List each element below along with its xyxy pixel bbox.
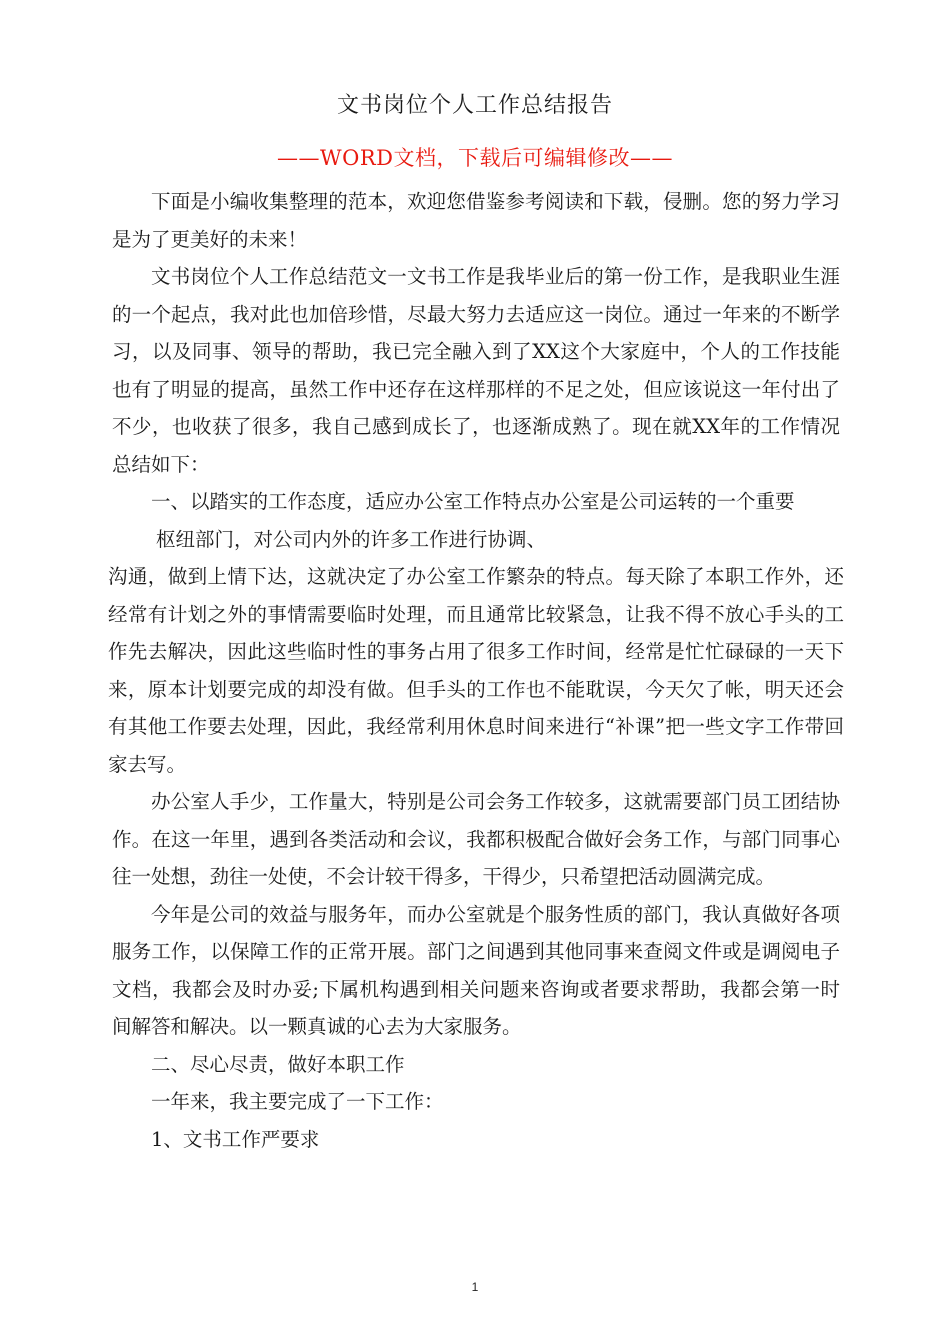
document-title: 文书岗位个人工作总结报告 <box>336 93 613 118</box>
work-list-intro: 一年来，我主要完成了一下工作： <box>151 1090 444 1113</box>
summary-intro-paragraph: 文书岗位个人工作总结范文一文书工作是我毕业后的第一份工作，是我职业生涯的一个起点，我对此也加倍珍惜，尽最大努力去适应这一岗位。通过一年来的不断学习，以及同事、领导的帮助，我已完全融入到了XX这个大家庭中，个人的工作技能也有了明显的提高，虽然工作中还存在这样那样的不足之处，但应该说这一年付出了不少，也收获了很多，我自己感到成长了，也逐渐成熟了。现在就XX年的工作情况总结如下： <box>112 265 840 476</box>
section-one-paragraph: 沟通，做到上情下达，这就决定了办公室工作繁杂的特点。每天除了本职工作外，还经常有计划之外的事情需要临时处理，而且通常比较紧急，让我不得不放心手头的工作先去解决，因此这些临时性的事务占用了很多工作时间，经常是忙忙碌碌的一天下来，原本计划要完成的却没有做。但手头的工作也不能耽误，今天欠了帐，明天还会有其他工作要去处理，因此，我经常利用休息时间来进行“补课”把一些文字工作带回家去写。 <box>108 565 844 776</box>
section-two-heading: 二、尽心尽责，做好本职工作 <box>151 1052 405 1076</box>
section-one-heading: 一、以踏实的工作态度，适应办公室工作特点办公室是公司运转的一个重要 <box>151 490 795 513</box>
section-one-continuation: 枢纽部门，对公司内外的许多工作进行协调、 <box>156 527 547 551</box>
page-number: 1 <box>471 1280 479 1294</box>
document-subtitle: ——WORD文档，下载后可编辑修改—— <box>277 146 673 170</box>
service-paragraph: 今年是公司的效益与服务年，而办公室就是个服务性质的部门，我认真做好各项服务工作，以保障工作的正常开展。部门之间遇到其他同事来查阅文件或是调阅电子文档，我都会及时办妥;下属机构遇到相关问题来咨询或者要求帮助，我都会第一时间解答和解决。以一颗真诚的心去为大家服务。 <box>112 902 840 1038</box>
intro-paragraph: 下面是小编收集整理的范本，欢迎您借鉴参考阅读和下载，侵删。您的努力学习是为了更美好的未来！ <box>112 190 840 251</box>
work-item-1: 1、文书工作严要求 <box>151 1127 320 1151</box>
document-body <box>108 183 844 1158</box>
teamwork-paragraph: 办公室人手少，工作量大，特别是公司会务工作较多，这就需要部门员工团结协作。在这一年里，遇到各类活动和会议，我都积极配合做好会务工作，与部门同事心往一处想，劲往一处使，不会计较干得多，干得少，只希望把活动圆满完成。 <box>112 790 840 888</box>
